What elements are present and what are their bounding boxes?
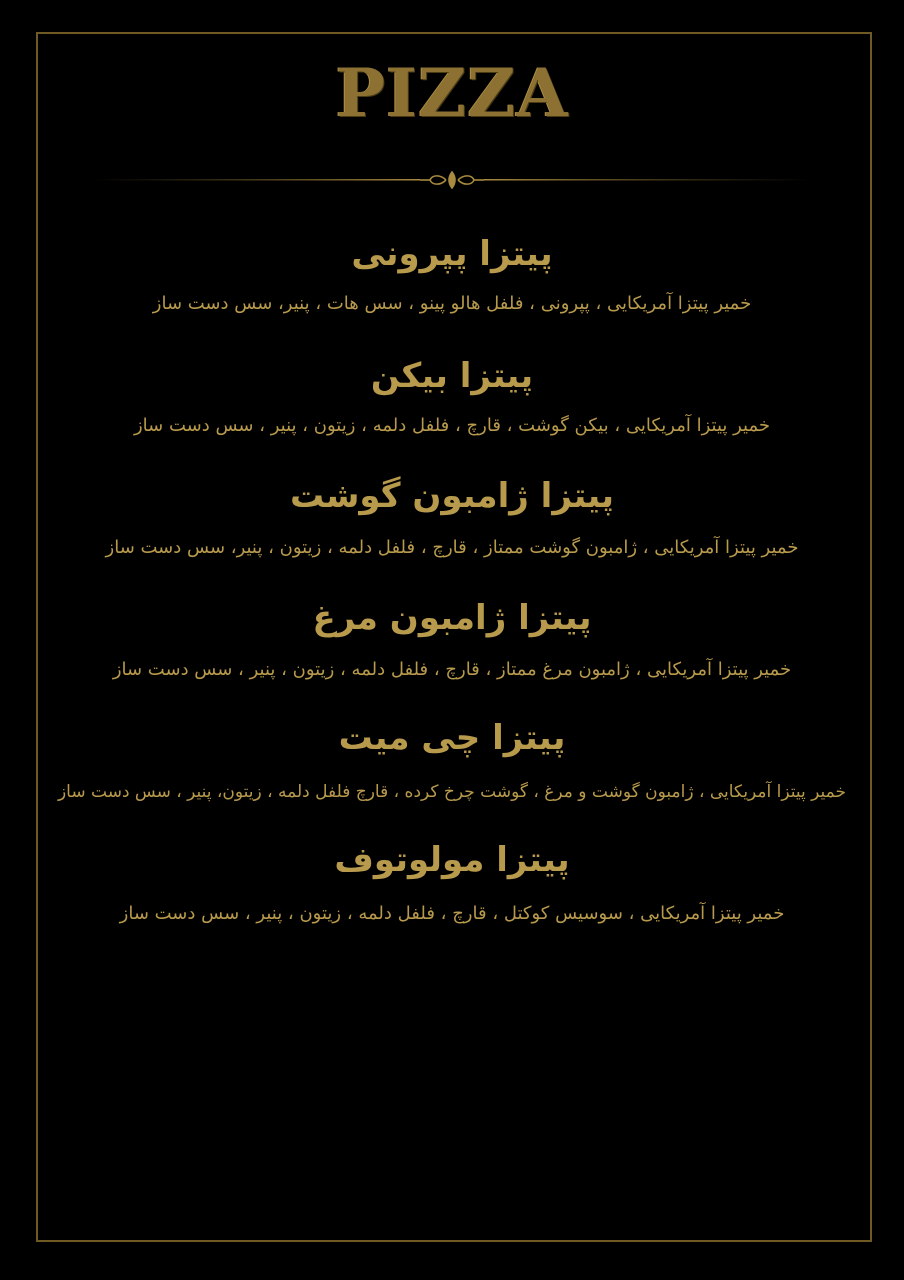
item-description-bacon: خمیر پیتزا آمریکایی ، بیکن گوشت ، قارچ ، فلفل دلمه ، زیتون ، پنیر ، سس دست ساز bbox=[133, 415, 771, 436]
item-description-pepperoni: خمیر پیتزا آمریکایی ، پپرونی ، فلفل هالو پینو ، سس هات ، پنیر، سس دست ساز bbox=[152, 293, 752, 314]
ornament-divider-icon bbox=[90, 168, 814, 192]
menu-title: PIZZA bbox=[335, 54, 569, 132]
item-description-beef-ham: خمیر پیتزا آمریکایی ، ژامبون گوشت ممتاز ، قارچ ، فلفل دلمه ، زیتون ، پنیر، سس دست ساز bbox=[105, 537, 799, 558]
item-name-molotov: پیتزا مولوتوف bbox=[334, 840, 570, 880]
item-name-beef-ham: پیتزا ژامبون گوشت bbox=[289, 476, 614, 516]
item-name-chi-meat: پیتزا چی میت bbox=[338, 718, 566, 758]
item-description-chi-meat: خمیر پیتزا آمریکایی ، ژامبون گوشت و مرغ ، گوشت چرخ کرده ، قارچ فلفل دلمه ، زیتون، پنیر ، سس دست ساز bbox=[57, 782, 847, 802]
item-description-chicken-ham: خمیر پیتزا آمریکایی ، ژامبون مرغ ممتاز ، قارچ ، فلفل دلمه ، زیتون ، پنیر ، سس دست ساز bbox=[112, 659, 792, 680]
item-name-chicken-ham: پیتزا ژامبون مرغ bbox=[312, 598, 592, 638]
item-name-pepperoni: پیتزا پپرونی bbox=[351, 234, 553, 274]
item-name-bacon: پیتزا بیکن bbox=[370, 356, 534, 396]
item-description-molotov: خمیر پیتزا آمریکایی ، سوسیس کوکتل ، قارچ ، فلفل دلمه ، زیتون ، پنیر ، سس دست ساز bbox=[119, 903, 785, 924]
